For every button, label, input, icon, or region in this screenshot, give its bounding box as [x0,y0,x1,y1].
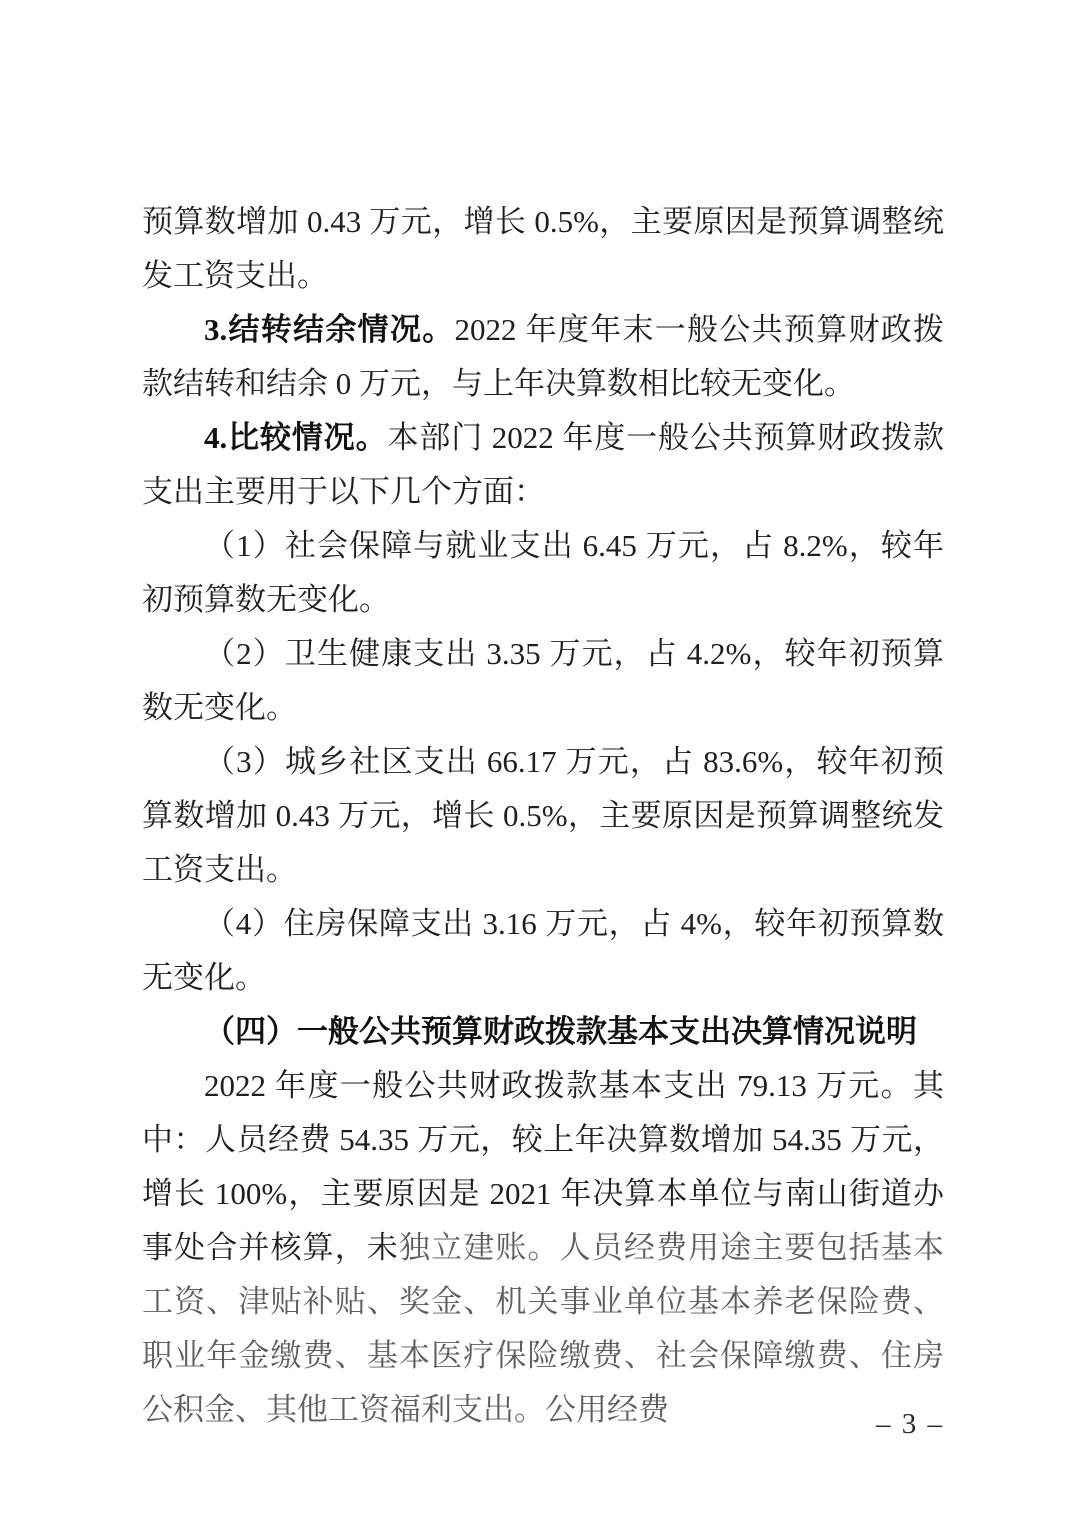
paragraph-body: 2022 年度年末一般公共预算财政拨款结转和结余 0 万元，与上年决算数相比较无变化。 [142,312,945,401]
section-heading-text: （四）一般公共预算财政拨款基本支出决算情况说明 [204,1014,917,1049]
paragraph-item-1 [142,519,944,627]
paragraph-carryover-section [142,303,944,411]
paragraph-comparison-section [142,411,944,519]
paragraph-body-faded: 独立建账。人员经费用途主要包括基本工资、津贴补贴、奖金、机关事业单位基本养老保险费、职业年金缴费、基本医疗保险缴费、社会保障缴费、住房公积金、其他工资福利支出。公用经费 [142,1230,944,1427]
page-number: – 3 – [876,1408,944,1440]
paragraph-body: （1）社会保障与就业支出 6.45 万元，占 8.2%，较年初预算数无变化。 [142,528,944,617]
paragraph-item-4 [142,897,944,1005]
paragraph-basic-expenditure-detail [142,1059,944,1437]
heading-basic-expenditure-section [142,1005,944,1059]
paragraph-item-3 [142,735,944,897]
paragraph-head: 3.结转结余情况。 [204,312,455,347]
paragraph-body: （3）城乡社区支出 66.17 万元，占 83.6%，较年初预算数增加 0.43 万元，增长 0.5%，主要原因是预算调整统发工资支出。 [142,744,944,887]
paragraph-item-2 [142,627,944,735]
paragraph-body: 预算数增加 0.43 万元，增长 0.5%，主要原因是预算调整统发工资支出。 [142,204,944,293]
paragraph-body: （4）住房保障支出 3.16 万元，占 4%，较年初预算数无变化。 [142,906,944,995]
paragraph-head: 4.比较情况。 [204,420,388,455]
paragraph-body: 2022 年度一般公共财政拨款基本支出 79.13 万元。其中：人员经费 54.35 万元，较上年决算数增加 54.35 万元，增长 100%，主要原因是 2021 年决算本单位与南山街道办事处合并核算，未 [142,1068,944,1265]
page-body-text [142,195,944,1437]
paragraph-body: （2）卫生健康支出 3.35 万元，占 4.2%，较年初预算数无变化。 [142,636,944,725]
paragraph-continuation [142,195,944,303]
paragraph-body: 本部门 2022 年度一般公共预算财政拨款支出主要用于以下几个方面： [142,420,944,509]
